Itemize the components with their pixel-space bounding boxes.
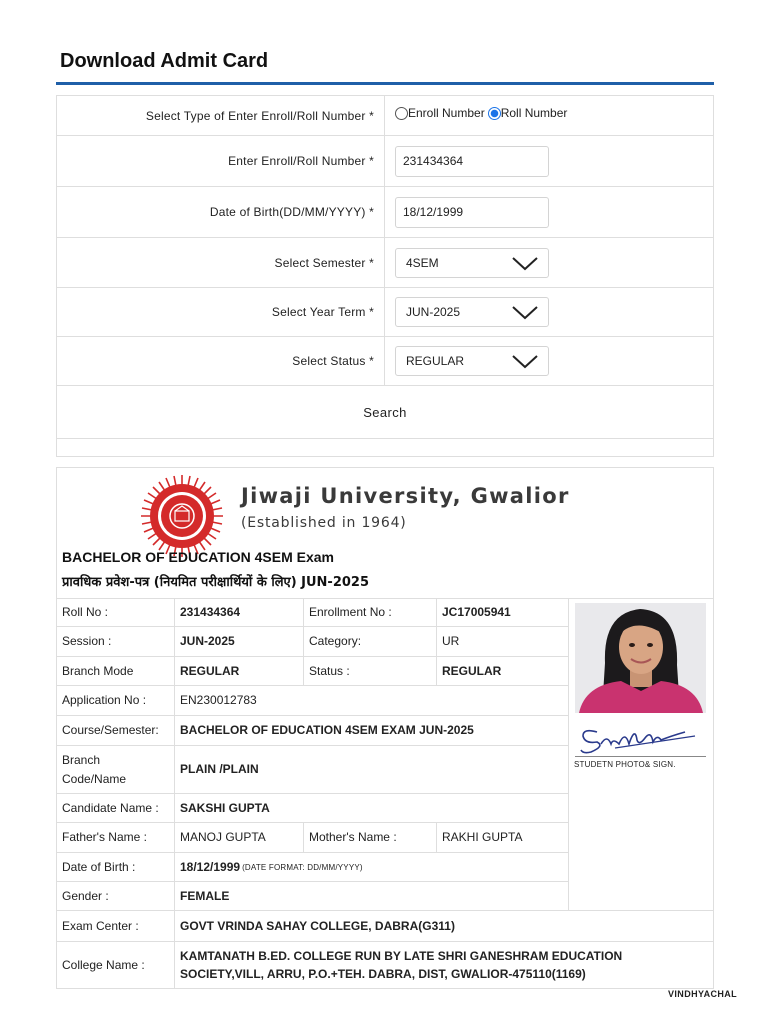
radio-roll-number[interactable] <box>488 106 568 120</box>
exam-center-value: GOVT VRINDA SAHAY COLLEGE, DABRA(G311) <box>175 911 713 942</box>
dob-label: Date of Birth(DD/MM/YYYY) * <box>57 187 385 237</box>
form-row-dob <box>57 187 713 238</box>
radio-enroll-number[interactable] <box>395 106 485 120</box>
university-seal-logo <box>139 473 225 559</box>
chevron-down-icon <box>512 305 538 321</box>
session-label: Session : <box>57 627 175 657</box>
status-row-label: Status : <box>304 657 437 686</box>
photo-sign-column <box>569 598 713 911</box>
university-header <box>57 468 713 599</box>
enrollment-label: Enrollment No : <box>304 598 437 627</box>
signature-image <box>575 716 706 756</box>
admit-card <box>56 467 714 989</box>
form-row-year <box>57 288 713 337</box>
student-photo <box>575 603 706 713</box>
card-dob-cell <box>175 853 569 882</box>
branch-mode-value: REGULAR <box>175 657 304 686</box>
roll-number-input[interactable]: 231434364 <box>395 146 549 177</box>
type-label: Select Type of Enter Enroll/Roll Number * <box>57 96 385 135</box>
dob-format-note: (DATE FORMAT: DD/MM/YYYY) <box>242 862 363 872</box>
status-label: Select Status * <box>57 337 385 385</box>
application-label: Application No : <box>57 686 175 716</box>
session-value: JUN-2025 <box>175 627 304 657</box>
status-row-value: REGULAR <box>437 657 569 686</box>
footer-watermark-text: VINDHYACHAL <box>668 989 738 999</box>
radio-roll-label: Roll Number <box>500 106 568 120</box>
category-label: Category: <box>304 627 437 657</box>
year-term-value: JUN-2025 <box>406 305 461 319</box>
card-dob-label: Date of Birth : <box>57 853 175 882</box>
radio-roll-icon[interactable] <box>488 107 501 120</box>
radio-enroll-icon[interactable] <box>395 107 408 120</box>
dob-input[interactable]: 18/12/1999 <box>395 197 549 228</box>
chevron-down-icon <box>512 256 538 272</box>
branch-mode-label: Branch Mode <box>57 657 175 686</box>
college-label: College Name : <box>57 942 175 988</box>
college-value: KAMTANATH B.ED. COLLEGE RUN BY LATE SHRI GANESHRAM EDUCATION SOCIETY,VILL, ARRU, P.O.+TEH. DABRA, DIST, GWALIOR-475110(1169) <box>180 949 623 981</box>
gender-label: Gender : <box>57 882 175 911</box>
year-term-select[interactable] <box>395 297 549 327</box>
course-label: Course/Semester: <box>57 716 175 746</box>
student-photo-image <box>575 603 706 713</box>
radio-enroll-label: Enroll Number <box>408 106 485 120</box>
form-row-number <box>57 136 713 187</box>
application-value: EN230012783 <box>175 686 569 716</box>
number-label: Enter Enroll/Roll Number * <box>57 136 385 186</box>
mother-label: Mother's Name : <box>304 823 437 853</box>
branch-code-value: PLAIN /PLAIN <box>175 746 569 794</box>
enrollment-value: JC17005941 <box>437 598 569 627</box>
year-label: Select Year Term * <box>57 288 385 336</box>
search-button[interactable]: Search <box>363 404 407 420</box>
title-underline <box>56 82 714 85</box>
semester-select[interactable] <box>395 248 549 278</box>
exam-center-label: Exam Center : <box>57 911 175 942</box>
form-row-type <box>57 96 713 136</box>
branch-code-label: Branch Code/Name <box>57 746 175 794</box>
type-radio-group <box>395 96 567 135</box>
page-title: Download Admit Card <box>60 50 269 72</box>
gender-value: FEMALE <box>175 882 569 911</box>
chevron-down-icon <box>512 354 538 370</box>
status-select[interactable] <box>395 346 549 376</box>
form-row-search <box>57 386 713 439</box>
status-value: REGULAR <box>406 354 465 368</box>
student-signature <box>575 716 706 757</box>
card-dob-value: 18/12/1999 <box>180 859 241 874</box>
candidate-value: SAKSHI GUPTA <box>175 794 569 823</box>
candidate-label: Candidate Name : <box>57 794 175 823</box>
exam-title: BACHELOR OF EDUCATION 4SEM Exam <box>62 549 334 565</box>
course-value: BACHELOR OF EDUCATION 4SEM EXAM JUN-2025 <box>175 716 569 746</box>
form-row-status <box>57 337 713 386</box>
roll-no-value: 231434364 <box>175 598 304 627</box>
form-row-semester <box>57 238 713 288</box>
exam-subtitle-hindi: प्रावधिक प्रवेश-पत्र (नियमित परीक्षार्थियों के लिए) JUN-2025 <box>62 575 370 590</box>
university-established: (Established in 1964) <box>241 515 407 531</box>
photo-sign-caption: STUDETN PHOTO& SIGN. <box>574 760 676 769</box>
mother-value: RAKHI GUPTA <box>437 823 569 853</box>
semester-label: Select Semester * <box>57 238 385 287</box>
admit-card-form <box>56 95 714 457</box>
category-value: UR <box>437 627 569 657</box>
roll-no-label: Roll No : <box>57 598 175 627</box>
university-name: Jiwaji University, Gwalior <box>241 484 570 508</box>
father-value: MANOJ GUPTA <box>175 823 304 853</box>
father-label: Father's Name : <box>57 823 175 853</box>
semester-value: 4SEM <box>406 255 439 270</box>
